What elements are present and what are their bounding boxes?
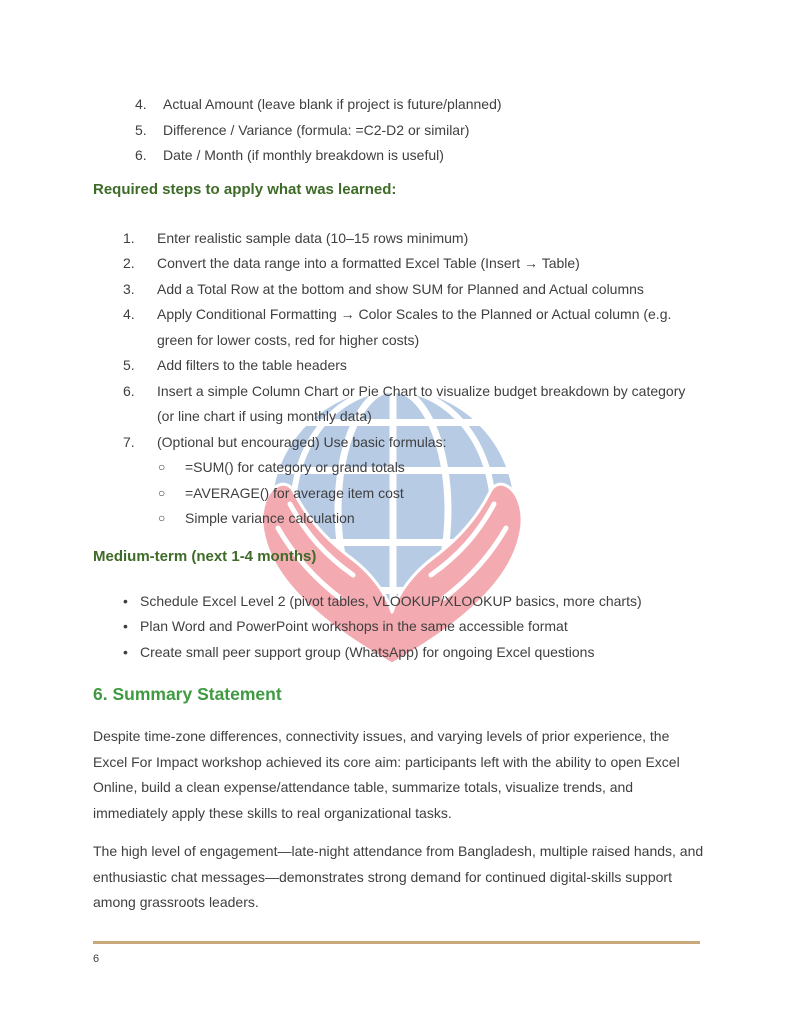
list-number: 7. — [123, 433, 135, 450]
circle-bullet: ○ — [158, 485, 166, 500]
list-item — [123, 277, 705, 303]
list-item — [123, 226, 705, 252]
list-item-text: Difference / Variance (formula: =C2-D2 or similar) — [163, 121, 470, 138]
list-item-text: Create small peer support group (WhatsApp) for ongoing Excel questions — [140, 643, 595, 660]
circle-bullet: ○ — [158, 511, 166, 525]
list-item-text: Add a Total Row at the bottom and show SUM for Planned and Actual columns — [157, 280, 644, 297]
list-item — [135, 143, 705, 169]
list-item-text: Apply Conditional Formatting → Color Scales to the Planned or Actual column (e.g. green for lower costs, red for higher costs) — [157, 306, 672, 348]
required-steps-numbered-list — [93, 226, 705, 456]
list-item-text: (Optional but encouraged) Use basic formulas: — [157, 433, 447, 450]
list-number: 2. — [123, 255, 135, 271]
page-footer — [93, 941, 700, 966]
list-number: 5. — [123, 357, 135, 373]
list-item — [123, 589, 705, 615]
list-item — [158, 506, 705, 532]
list-item — [135, 118, 705, 144]
list-item — [123, 614, 705, 640]
list-number: 3. — [123, 280, 135, 297]
list-item — [123, 379, 705, 430]
disc-bullet: • — [123, 618, 128, 634]
list-item-text: Add filters to the table headers — [157, 357, 347, 373]
required-steps-heading: Required steps to apply what was learned: — [93, 180, 397, 198]
summary-paragraph-2: The high level of engagement—late-night attendance from Bangladesh, multiple raised hands, and enthusiastic chat messages—demonstrates strong demand for continued digital-skills support among grassroots leaders. — [93, 843, 704, 910]
list-item — [158, 455, 705, 481]
list-item — [123, 640, 705, 666]
list-item-text: Enter realistic sample data (10–15 rows minimum) — [157, 229, 469, 246]
list-item-text: =SUM() for category or grand totals — [185, 459, 405, 475]
disc-bullet: • — [123, 592, 128, 609]
list-number: 6. — [135, 147, 147, 163]
list-item — [123, 302, 705, 353]
list-item — [123, 251, 705, 277]
disc-bullet: • — [123, 643, 128, 660]
list-number: 4. — [135, 96, 147, 112]
list-number: 5. — [135, 121, 147, 138]
list-number: 6. — [123, 382, 135, 399]
list-item-text: =AVERAGE() for average item cost — [185, 484, 404, 501]
list-number: 4. — [123, 306, 135, 322]
list-item — [135, 92, 705, 118]
formulas-sub-list — [93, 455, 705, 532]
list-item-text: Insert a simple Column Chart or Pie Chart to visualize budget breakdown by category (or line chart if using monthly data) — [157, 382, 686, 424]
summary-statement-heading: 6. Summary Statement — [93, 684, 282, 704]
list-item-text: Schedule Excel Level 2 (pivot tables, VLOOKUP/XLOOKUP basics, more charts) — [140, 592, 642, 609]
summary-paragraph-1: Despite time-zone differences, connectivity issues, and varying levels of prior experience, the Excel For Impact workshop achieved its core aim: participants left with the ability to open Excel Online, build a clean expense/attendance table, summarize totals, visualize trends, and immediately apply these skills to real organizational tasks. — [93, 728, 680, 821]
list-item-text: Convert the data range into a formatted Excel Table (Insert → Table) — [157, 255, 580, 271]
continuation-numbered-list — [93, 92, 705, 169]
list-item-text: Actual Amount (leave blank if project is future/planned) — [163, 96, 502, 112]
list-item — [123, 430, 705, 456]
circle-bullet: ○ — [158, 460, 166, 474]
list-item — [123, 353, 705, 379]
list-item — [158, 481, 705, 507]
list-item-text: Plan Word and PowerPoint workshops in the same accessible format — [140, 618, 568, 634]
list-item-text: Simple variance calculation — [185, 510, 355, 526]
medium-term-heading: Medium-term (next 1-4 months) — [93, 547, 317, 565]
medium-term-bullet-list — [93, 589, 705, 666]
document-content — [93, 92, 705, 916]
list-number: 1. — [123, 229, 135, 246]
page-number: 6 — [93, 953, 100, 965]
list-item-text: Date / Month (if monthly breakdown is useful) — [163, 147, 444, 163]
footer-divider — [93, 941, 700, 944]
